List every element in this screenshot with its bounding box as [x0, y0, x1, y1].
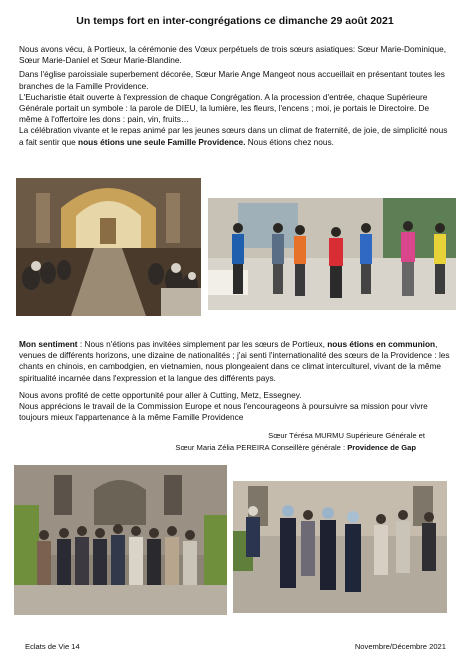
sentiment-emphasis: nous étions en communion: [327, 339, 436, 349]
photo-church-interior: [16, 178, 201, 316]
intro-paragraph-3: L'Eucharistie était ouverte à l'expression de chaque Congrégation. A la procession d'entrée, chaque Supérieure Générale portait un symbole : la parole de DIEU, la lumière, les fleurs, l'encens ; moi, je portais le Directoire. De même à l'offertoire les dons : pain, vin, fruits…: [19, 91, 430, 125]
intro-paragraph-1: Nous avons vécu, à Portieux, la cérémonie des Vœux perpétuels de trois sœurs asiatiques: Sœur Marie-Dominique, Sœur Marie-Daniel et Sœur Marie-Blandine.: [19, 44, 447, 66]
intro-paragraph-4: [19, 125, 451, 147]
article-title: Un temps fort en inter-congrégations ce dimanche 29 août 2021: [76, 15, 394, 27]
sentiment-text: [19, 339, 451, 423]
footer-date: Novembre/Décembre 2021: [354, 642, 446, 651]
sentiment-part-2: , venues de différents horizons, une dizaine de nationalités ; j'ai senti l'internationalité des sœurs de la Providence : les chants en chinois, en cambodgien, en vietnamien, nous plongeaient dans ce climat interculturel, vivant de la même spiritualité incarnée dans l'expression et la langue des différents pays.: [19, 339, 450, 383]
signature-line-1: Sœur Térésa MURMU Supérieure Générale et: [268, 431, 425, 440]
photo-sisters-courtyard: [233, 481, 447, 613]
photo-dancing-sisters: [208, 198, 456, 310]
closing-paragraph-1: Nous avons profité de cette opportunité pour aller à Cutting, Metz, Essegney.: [19, 389, 302, 400]
signature-line-2: [120, 442, 416, 453]
sentiment-part-1: : Nous n'étions pas invitées simplement par les sœurs de Portieux,: [77, 339, 328, 349]
footer-publication: Eclats de Vie 14: [25, 642, 80, 651]
photo-group-building: [14, 465, 227, 615]
intro-paragraph-2: Dans l'église paroissiale superbement décorée, Sœur Marie Ange Mangeot nous accueillait en présentant toutes les branches de la Famille Providence.: [19, 69, 445, 91]
intro-p4-end: Nous étions chez nous.: [245, 136, 334, 147]
sentiment-label: Mon sentiment: [19, 339, 78, 349]
sentiment-paragraph: [19, 339, 451, 384]
closing-paragraph-2: Nous apprécions le travail de la Commission Europe et nous l'encourageons à poursuivre sa mission pour vivre toujours mieux l'appartenance à la même Famille Providence: [19, 401, 428, 423]
intro-text: [19, 44, 451, 148]
signature-congregation: Providence de Gap: [347, 443, 416, 452]
signature-name: Sœur Maria Zélia PEREIRA Conseillère générale :: [175, 443, 348, 452]
intro-p4-emphasis: nous étions une seule Famille Providence.: [78, 136, 246, 147]
intro-p4-start: La célébration vivante et le repas animé par les jeunes sœurs dans un climat de fraternité, de joie, de simplicité nous a fait sentir que: [19, 125, 448, 147]
